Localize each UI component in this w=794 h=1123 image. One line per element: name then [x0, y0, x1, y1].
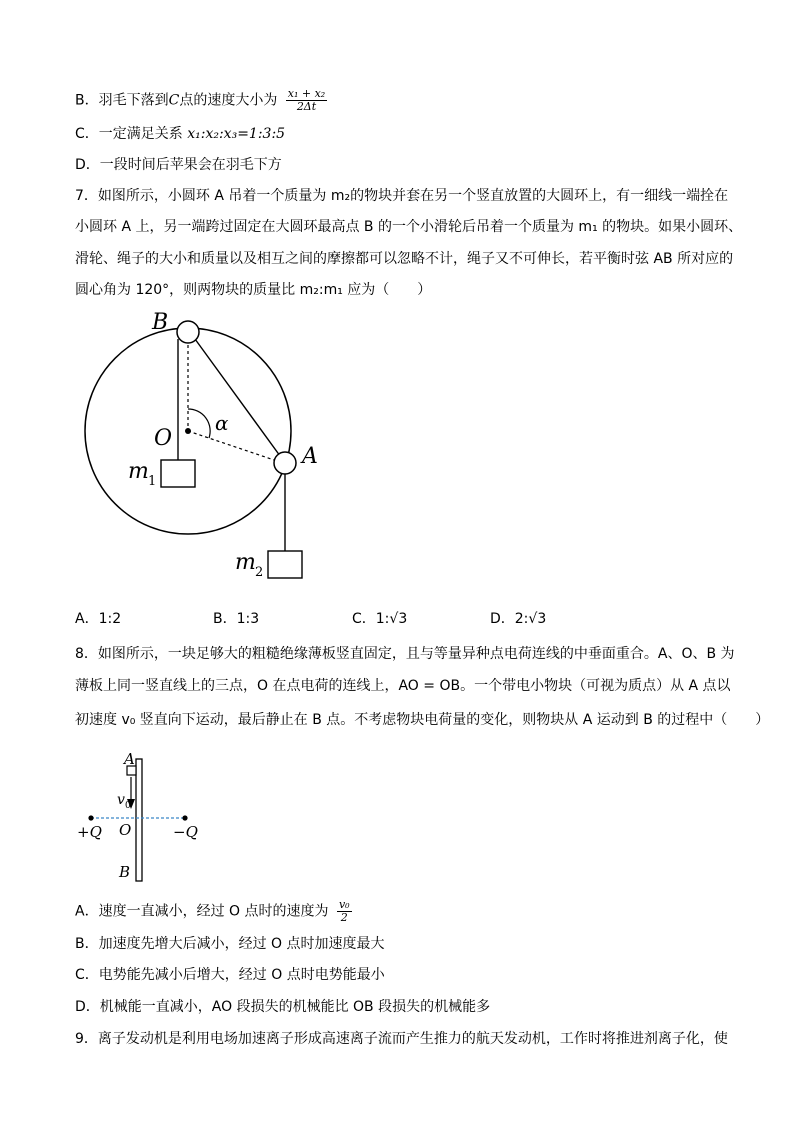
block-m1: [161, 460, 195, 487]
q7-option-a: A．1:2: [75, 611, 122, 627]
ring-pulley-figure: [80, 305, 340, 595]
charged-plate-figure: [75, 745, 215, 885]
q6-option-d: D．一段时间后苹果会在羽毛下方: [75, 157, 282, 173]
fig2-label-b: B: [119, 863, 131, 881]
q7-stem-line-4: 圆心角为 120°，则两物块的质量比 m₂:m₁ 应为（ ）: [75, 282, 432, 298]
center-dot: [185, 428, 191, 434]
q6-option-b: B．羽毛下落到C点的速度大小为 $\frac{\text{x₁ + x₂}}{2\Delta t}$: [75, 87, 326, 113]
q8-option-d: D．机械能一直减小，AO 段损失的机械能比 OB 段损失的机械能多: [75, 999, 491, 1015]
q8-stem-line-3: 初速度 v₀ 竖直向下运动，最后静止在 B 点。不考虑物块电荷量的变化，则物块从 A 运动到 B 的过程中（ ）: [75, 712, 770, 728]
label-m1-sub: 1: [148, 474, 157, 489]
q8-option-c: C．电势能先减小后增大，经过 O 点时电势能最小: [75, 967, 385, 983]
q8-stem-line-2: 薄板上同一竖直线上的三点，O 在点电荷的连线上，AO = OB。一个带电小物块（可视为质点）从 A 点以: [75, 678, 731, 694]
q8-stem-line-1: 8．如图所示，一块足够大的粗糙绝缘薄板竖直固定，且与等量异种点电荷连线的中垂面重合。A、O、B 为: [75, 646, 735, 662]
q7-stem-line-1: 7．如图所示，小圆环 A 吊着一个质量为 m₂的物块并套在另一个竖直放置的大圆环上，有一细线一端拴在: [75, 188, 729, 204]
q8-option-b: B．加速度先增大后减小，经过 O 点时加速度最大: [75, 936, 385, 952]
chord-ab: [195, 339, 283, 460]
positive-charge-dot: [88, 815, 93, 820]
q6-option-c: C．一定满足关系 x₁:x₂:x₃=1:3:5: [75, 126, 286, 142]
insulating-plate: [136, 759, 142, 881]
q7-option-d: D．2:√3: [490, 611, 547, 627]
fig2-label-minus-q: −Q: [173, 823, 198, 841]
pulley-b: [177, 321, 199, 343]
block-m2: [268, 551, 302, 578]
q9-stem-line-1: 9．离子发动机是利用电场加速离子形成高速离子流而产生推力的航天发动机，工作时将推进剂离子化，使: [75, 1031, 728, 1047]
fig2-label-plus-q: +Q: [77, 823, 102, 841]
label-alpha: α: [215, 411, 229, 435]
label-a: A: [302, 444, 318, 469]
label-m2-sub: 2: [255, 565, 264, 580]
q7-option-b: B．1:3: [213, 611, 260, 627]
q7-stem-line-3: 滑轮、绳子的大小和质量以及相互之间的摩擦都可以忽略不计，绳子又不可伸长，若平衡时弦 AB 所对应的: [75, 251, 734, 267]
label-m1: m: [128, 459, 149, 484]
label-m2: m: [235, 550, 256, 575]
small-ring-a: [274, 452, 296, 474]
negative-charge-dot: [182, 815, 187, 820]
label-b: B: [152, 310, 169, 335]
q7-stem-line-2: 小圆环 A 上，另一端跨过固定在大圆环最高点 B 的一个小滑轮后吊着一个质量为 m₁ 的物块。如果小圆环、: [75, 219, 743, 235]
fraction-half-v0: $\frac{\text{v₀}}{2}$: [338, 898, 350, 924]
fig2-label-o: O: [119, 821, 132, 839]
fig2-label-v0: v: [117, 792, 125, 808]
radius-oa-dashed: [188, 431, 283, 463]
fraction-speed-c: $\frac{\text{x₁ + x₂}}{2\Delta t}$: [287, 87, 326, 113]
angle-arc: [188, 409, 210, 438]
fig2-label-v0-sub: 0: [125, 801, 131, 811]
q7-option-c: C．1:√3: [352, 611, 408, 627]
label-o: O: [154, 426, 173, 451]
fig2-label-a: A: [124, 750, 135, 768]
q8-option-a: A．速度一直减小，经过 O 点时的速度为 $\frac{\text{v₀}}{2}$: [75, 898, 350, 924]
